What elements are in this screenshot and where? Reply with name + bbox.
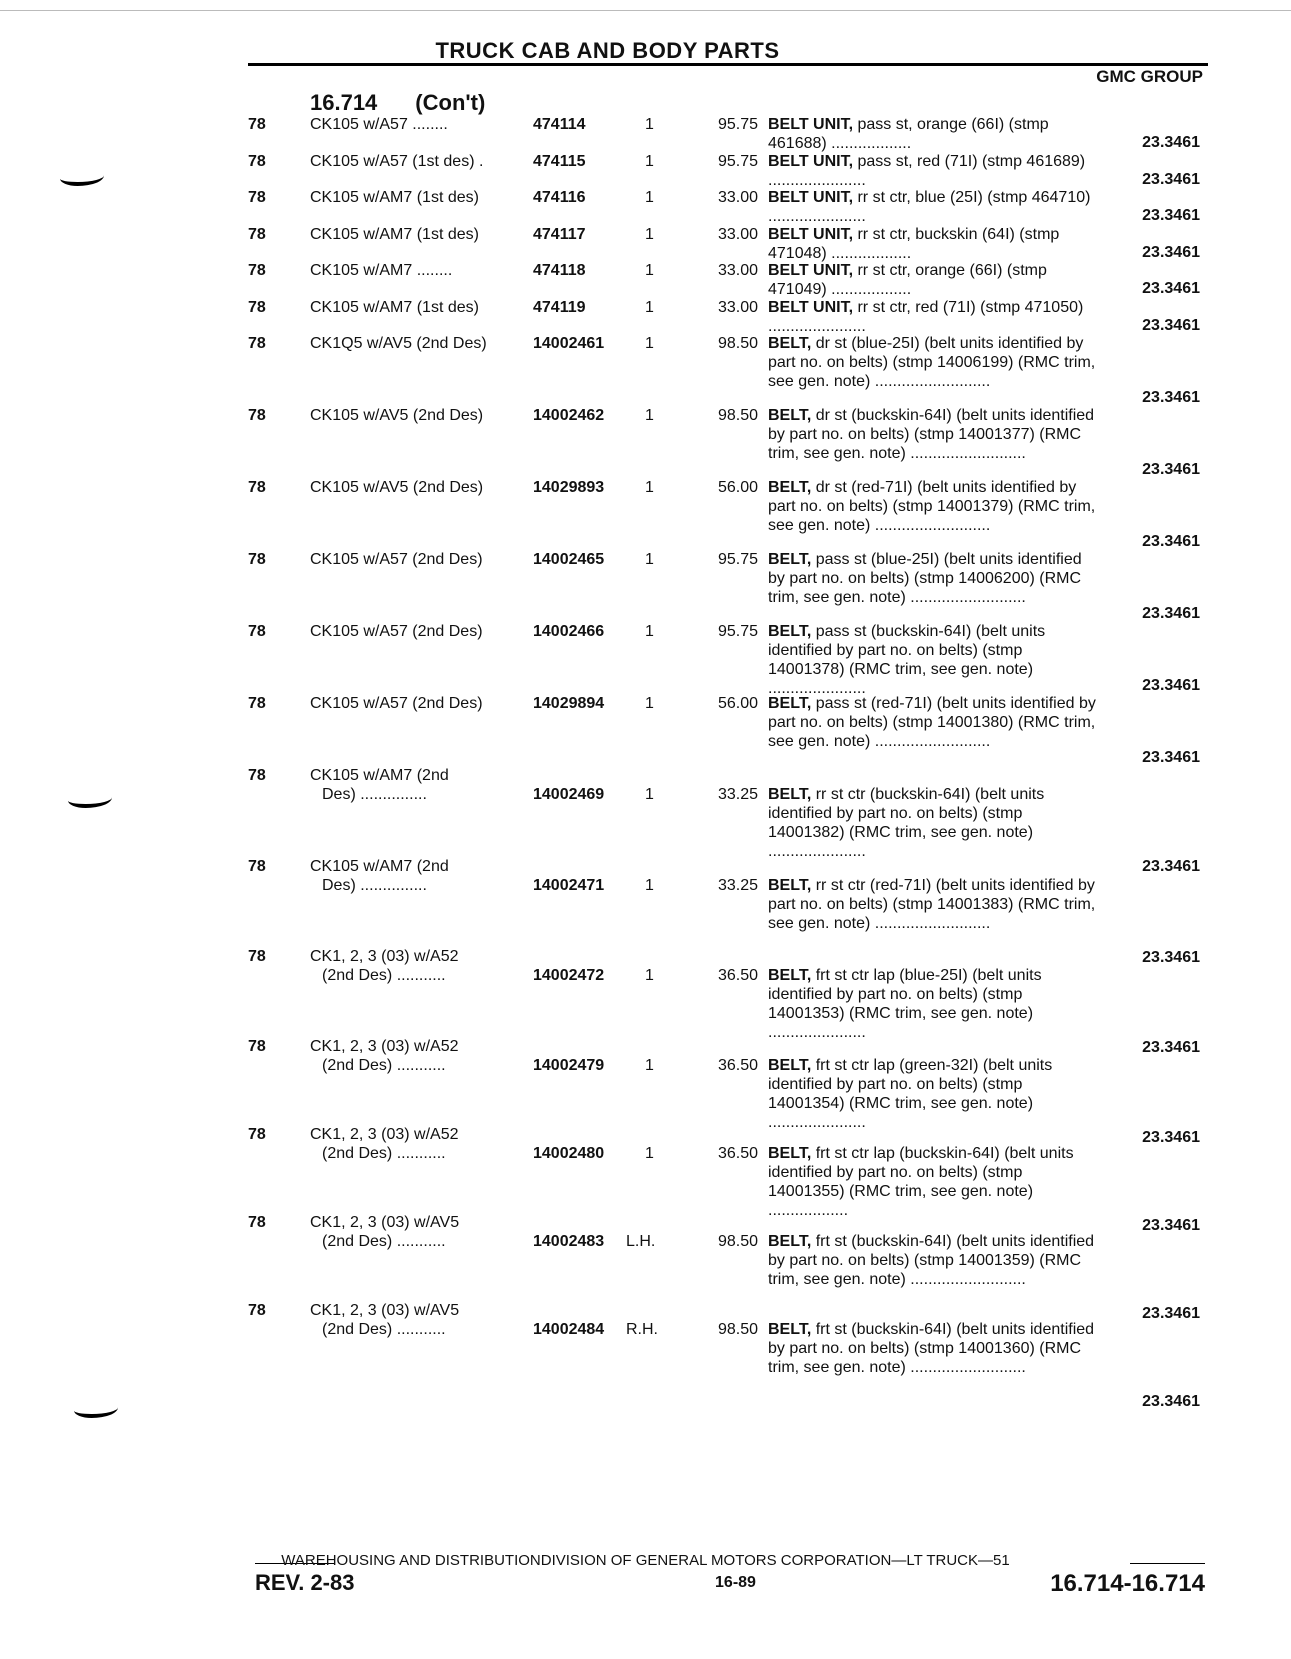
quantity: 1 xyxy=(645,335,654,352)
description-text: frt st (buckskin-64I) (belt units identified by part no. on belts) (stmp 14001360) (RMC trim, see gen. note) .......................... xyxy=(768,1321,1095,1376)
list-price: 95.75 xyxy=(717,116,758,133)
part-number: 14002472 xyxy=(533,967,605,984)
model-application xyxy=(310,188,525,207)
model-application xyxy=(310,947,525,985)
page-number: 16-89 xyxy=(715,1574,756,1591)
model-application xyxy=(310,694,525,713)
page-title: TRUCK CAB AND BODY PARTS xyxy=(435,38,780,63)
group-number: 23.3461 xyxy=(1142,677,1200,694)
description-text: pass st (buckskin-64I) (belt units identified by part no. on belts) (stmp 14001378) (RMC trim, see gen. note) ...................... xyxy=(768,623,1046,697)
group-number: 23.3461 xyxy=(1142,533,1200,550)
model-line: CK105 w/AV5 (2nd Des) xyxy=(310,407,484,424)
part-number: 474115 xyxy=(533,153,586,170)
part-description xyxy=(768,785,1100,861)
part-number: 474118 xyxy=(533,262,586,279)
model-application xyxy=(310,1037,525,1075)
description-text: pass st (blue-25I) (belt units identified by part no. on belts) (stmp 14006200) (RMC trim, see gen. note) .......................... xyxy=(768,551,1082,606)
section-continued: (Con't) xyxy=(415,90,486,115)
description-name: BELT, xyxy=(768,479,812,496)
description-name: BELT, xyxy=(768,786,812,803)
group-number: 23.3461 xyxy=(1142,858,1200,875)
model-line: CK105 w/AM7 (1st des) xyxy=(310,189,479,206)
description-text: rr st ctr, red (71I) (stmp 471050) ...................... xyxy=(768,299,1084,335)
part-description xyxy=(768,225,1100,263)
model-line: CK105 w/A57 ........ xyxy=(310,116,448,133)
list-price: 33.00 xyxy=(717,262,758,279)
part-number: 474119 xyxy=(533,299,586,316)
list-price: 56.00 xyxy=(717,479,758,496)
quantity: 1 xyxy=(645,226,654,243)
model-year: 78 xyxy=(248,262,266,279)
part-number: 474114 xyxy=(533,116,586,133)
list-price: 36.50 xyxy=(717,1057,758,1074)
model-application xyxy=(310,225,525,244)
model-line-continued: (2nd Des) ........... xyxy=(322,1321,446,1338)
quantity: 1 xyxy=(645,153,654,170)
description-text: rr st ctr, buckskin (64I) (stmp 471048) .................. xyxy=(768,226,1060,262)
part-description xyxy=(768,622,1100,698)
part-description xyxy=(768,115,1100,153)
model-line: CK1, 2, 3 (03) w/AV5 xyxy=(310,1214,460,1231)
section-number: 16.714 xyxy=(310,90,378,115)
description-text: pass st, red (71I) (stmp 461689) ...................... xyxy=(768,153,1086,189)
model-year: 78 xyxy=(248,189,266,206)
model-line: CK105 w/A57 (1st des) . xyxy=(310,153,484,170)
part-description xyxy=(768,406,1100,463)
model-line-continued: (2nd Des) ........... xyxy=(322,1233,446,1250)
description-name: BELT, xyxy=(768,1057,812,1074)
description-text: pass st, orange (66I) (stmp 461688) .................. xyxy=(768,116,1049,152)
model-year: 78 xyxy=(248,335,266,352)
model-line: CK1, 2, 3 (03) w/A52 xyxy=(310,1126,459,1143)
part-number: 14002483 xyxy=(533,1233,605,1250)
model-year: 78 xyxy=(248,858,266,875)
quantity: R.H. xyxy=(626,1321,658,1338)
list-price: 33.25 xyxy=(717,877,758,894)
description-name: BELT UNIT, xyxy=(768,153,854,170)
part-number: 14002484 xyxy=(533,1321,605,1338)
description-name: BELT UNIT, xyxy=(768,116,854,133)
group-number: 23.3461 xyxy=(1142,389,1200,406)
model-line: CK105 w/A57 (2nd Des) xyxy=(310,623,483,640)
part-description xyxy=(768,876,1100,933)
description-text: rr st ctr, blue (25I) (stmp 464710) ...................... xyxy=(768,189,1091,225)
description-name: BELT UNIT, xyxy=(768,226,854,243)
model-line: CK105 w/A57 (2nd Des) xyxy=(310,551,483,568)
part-number: 14002466 xyxy=(533,623,605,640)
group-number: 23.3461 xyxy=(1142,1305,1200,1322)
list-price: 33.00 xyxy=(717,189,758,206)
part-number: 474116 xyxy=(533,189,586,206)
group-number: 23.3461 xyxy=(1142,171,1200,188)
model-application xyxy=(310,298,525,317)
part-description xyxy=(768,1144,1100,1220)
model-line: CK1, 2, 3 (03) w/AV5 xyxy=(310,1302,460,1319)
model-application xyxy=(310,622,525,641)
part-number: 14002462 xyxy=(533,407,605,424)
model-year: 78 xyxy=(248,948,266,965)
model-application xyxy=(310,406,525,425)
group-number: 23.3461 xyxy=(1142,749,1200,766)
part-description xyxy=(768,1320,1100,1377)
part-description xyxy=(768,966,1100,1042)
quantity: 1 xyxy=(645,189,654,206)
quantity: 1 xyxy=(645,479,654,496)
model-line: CK105 w/AM7 (1st des) xyxy=(310,299,479,316)
model-application xyxy=(310,478,525,497)
model-line: CK105 w/A57 (2nd Des) xyxy=(310,695,483,712)
model-line: CK1, 2, 3 (03) w/A52 xyxy=(310,1038,459,1055)
model-year: 78 xyxy=(248,226,266,243)
model-year: 78 xyxy=(248,1214,266,1231)
part-description xyxy=(768,152,1100,190)
list-price: 95.75 xyxy=(717,623,758,640)
model-application xyxy=(310,857,525,895)
quantity: 1 xyxy=(645,262,654,279)
list-price: 33.00 xyxy=(717,299,758,316)
description-text: rr st ctr, orange (66I) (stmp 471049) .................. xyxy=(768,262,1047,298)
part-number: 14029893 xyxy=(533,479,605,496)
group-number: 23.3461 xyxy=(1142,461,1200,478)
description-name: BELT, xyxy=(768,623,812,640)
list-price: 98.50 xyxy=(717,407,758,424)
model-year: 78 xyxy=(248,479,266,496)
group-number: 23.3461 xyxy=(1142,1393,1200,1410)
group-number: 23.3461 xyxy=(1142,1217,1200,1234)
description-text: pass st (red-71I) (belt units identified by part no. on belts) (stmp 14001380) (RMC trim, see gen. note) .......................... xyxy=(768,695,1096,750)
quantity: 1 xyxy=(645,967,654,984)
quantity: 1 xyxy=(645,695,654,712)
group-number: 23.3461 xyxy=(1142,949,1200,966)
description-text: dr st (buckskin-64I) (belt units identified by part no. on belts) (stmp 14001377) (RMC trim, see gen. note) .......................... xyxy=(768,407,1095,462)
list-price: 33.00 xyxy=(717,226,758,243)
group-number: 23.3461 xyxy=(1142,280,1200,297)
model-year: 78 xyxy=(248,1038,266,1055)
quantity: 1 xyxy=(645,407,654,424)
model-year: 78 xyxy=(248,407,266,424)
list-price: 33.25 xyxy=(717,786,758,803)
model-year: 78 xyxy=(248,1302,266,1319)
model-line: CK1Q5 w/AV5 (2nd Des) xyxy=(310,335,487,352)
description-name: BELT, xyxy=(768,1145,812,1162)
model-year: 78 xyxy=(248,299,266,316)
model-line: CK105 w/AM7 ........ xyxy=(310,262,453,279)
part-description xyxy=(768,478,1100,535)
quantity: 1 xyxy=(645,1057,654,1074)
group-number: 23.3461 xyxy=(1142,1039,1200,1056)
description-name: BELT, xyxy=(768,551,812,568)
description-text: dr st (blue-25I) (belt units identified by part no. on belts) (stmp 14006199) (RMC trim, see gen. note) .......................... xyxy=(768,335,1096,390)
group-number: 23.3461 xyxy=(1142,605,1200,622)
description-name: BELT UNIT, xyxy=(768,262,854,279)
part-description xyxy=(768,261,1100,299)
description-text: frt st (buckskin-64I) (belt units identified by part no. on belts) (stmp 14001359) (RMC trim, see gen. note) .......................... xyxy=(768,1233,1095,1288)
description-name: BELT, xyxy=(768,695,812,712)
part-number: 474117 xyxy=(533,226,586,243)
model-application xyxy=(310,1213,525,1251)
model-line: CK105 w/AM7 (2nd xyxy=(310,858,449,875)
group-number: 23.3461 xyxy=(1142,207,1200,224)
description-text: rr st ctr (buckskin-64I) (belt units identified by part no. on belts) (stmp 14001382) (RMC trim, see gen. note) ...................... xyxy=(768,786,1045,860)
part-number: 14029894 xyxy=(533,695,605,712)
part-number: 14002465 xyxy=(533,551,605,568)
list-price: 98.50 xyxy=(717,1233,758,1250)
part-description xyxy=(768,188,1100,226)
revision: REV. 2-83 xyxy=(255,1570,355,1595)
model-application xyxy=(310,152,525,171)
model-line-continued: Des) ............... xyxy=(322,786,427,803)
description-text: frt st ctr lap (blue-25I) (belt units identified by part no. on belts) (stmp 14001353) (RMC trim, see gen. note) ...................... xyxy=(768,967,1042,1041)
description-name: BELT, xyxy=(768,407,812,424)
model-year: 78 xyxy=(248,695,266,712)
group-number: 23.3461 xyxy=(1142,1129,1200,1146)
quantity: L.H. xyxy=(626,1233,656,1250)
list-price: 56.00 xyxy=(717,695,758,712)
list-price: 98.50 xyxy=(717,1321,758,1338)
model-application xyxy=(310,550,525,569)
part-number: 14002469 xyxy=(533,786,605,803)
description-name: BELT UNIT, xyxy=(768,189,854,206)
description-text: dr st (red-71I) (belt units identified by part no. on belts) (stmp 14001379) (RMC trim, see gen. note) .......................... xyxy=(768,479,1096,534)
part-number: 14002471 xyxy=(533,877,605,894)
list-price: 98.50 xyxy=(717,335,758,352)
model-year: 78 xyxy=(248,551,266,568)
list-price: 95.75 xyxy=(717,153,758,170)
model-line-continued: (2nd Des) ........... xyxy=(322,967,446,984)
description-name: BELT, xyxy=(768,967,812,984)
description-name: BELT UNIT, xyxy=(768,299,854,316)
list-price: 36.50 xyxy=(717,1145,758,1162)
description-name: BELT, xyxy=(768,1321,812,1338)
group-number: 23.3461 xyxy=(1142,134,1200,151)
model-line: CK1, 2, 3 (03) w/A52 xyxy=(310,948,459,965)
model-line: CK105 w/AV5 (2nd Des) xyxy=(310,479,484,496)
list-price: 95.75 xyxy=(717,551,758,568)
quantity: 1 xyxy=(645,786,654,803)
model-year: 78 xyxy=(248,623,266,640)
part-description xyxy=(768,550,1100,607)
model-line: CK105 w/AM7 (2nd xyxy=(310,767,449,784)
group-number: 23.3461 xyxy=(1142,317,1200,334)
description-name: BELT, xyxy=(768,877,812,894)
model-application xyxy=(310,261,525,280)
part-description xyxy=(768,1056,1100,1132)
part-number: 14002480 xyxy=(533,1145,605,1162)
model-year: 78 xyxy=(248,153,266,170)
quantity: 1 xyxy=(645,551,654,568)
description-text: rr st ctr (red-71I) (belt units identified by part no. on belts) (stmp 14001383) (RMC trim, see gen. note) .......................... xyxy=(768,877,1096,932)
model-application xyxy=(310,1125,525,1163)
part-description xyxy=(768,298,1100,336)
description-text: frt st ctr lap (green-32I) (belt units identified by part no. on belts) (stmp 14001354) (RMC trim, see gen. note) ...................... xyxy=(768,1057,1053,1131)
group-number: 23.3461 xyxy=(1142,244,1200,261)
group-column-header: GMC GROUP xyxy=(1096,67,1203,86)
part-number: 14002461 xyxy=(533,335,605,352)
model-line: CK105 w/AM7 (1st des) xyxy=(310,226,479,243)
part-description xyxy=(768,334,1100,391)
model-application xyxy=(310,115,525,134)
quantity: 1 xyxy=(645,1145,654,1162)
list-price: 36.50 xyxy=(717,967,758,984)
model-application xyxy=(310,766,525,804)
quantity: 1 xyxy=(645,623,654,640)
model-year: 78 xyxy=(248,116,266,133)
model-line-continued: (2nd Des) ........... xyxy=(322,1057,446,1074)
part-description xyxy=(768,694,1100,751)
model-year: 78 xyxy=(248,1126,266,1143)
description-text: frt st ctr lap (buckskin-64I) (belt units identified by part no. on belts) (stmp 14001355) (RMC trim, see gen. note) .................. xyxy=(768,1145,1074,1219)
section-range: 16.714-16.714 xyxy=(1050,1570,1205,1597)
model-application xyxy=(310,334,525,353)
footer-org: WAREHOUSING AND DISTRIBUTIONDIVISION OF GENERAL MOTORS CORPORATION—LT TRUCK—51 xyxy=(281,1552,1010,1569)
model-application xyxy=(310,1301,525,1339)
part-number: 14002479 xyxy=(533,1057,605,1074)
description-name: BELT, xyxy=(768,335,812,352)
model-line-continued: (2nd Des) ........... xyxy=(322,1145,446,1162)
description-name: BELT, xyxy=(768,1233,812,1250)
quantity: 1 xyxy=(645,299,654,316)
quantity: 1 xyxy=(645,116,654,133)
model-line-continued: Des) ............... xyxy=(322,877,427,894)
model-year: 78 xyxy=(248,767,266,784)
part-description xyxy=(768,1232,1100,1289)
quantity: 1 xyxy=(645,877,654,894)
